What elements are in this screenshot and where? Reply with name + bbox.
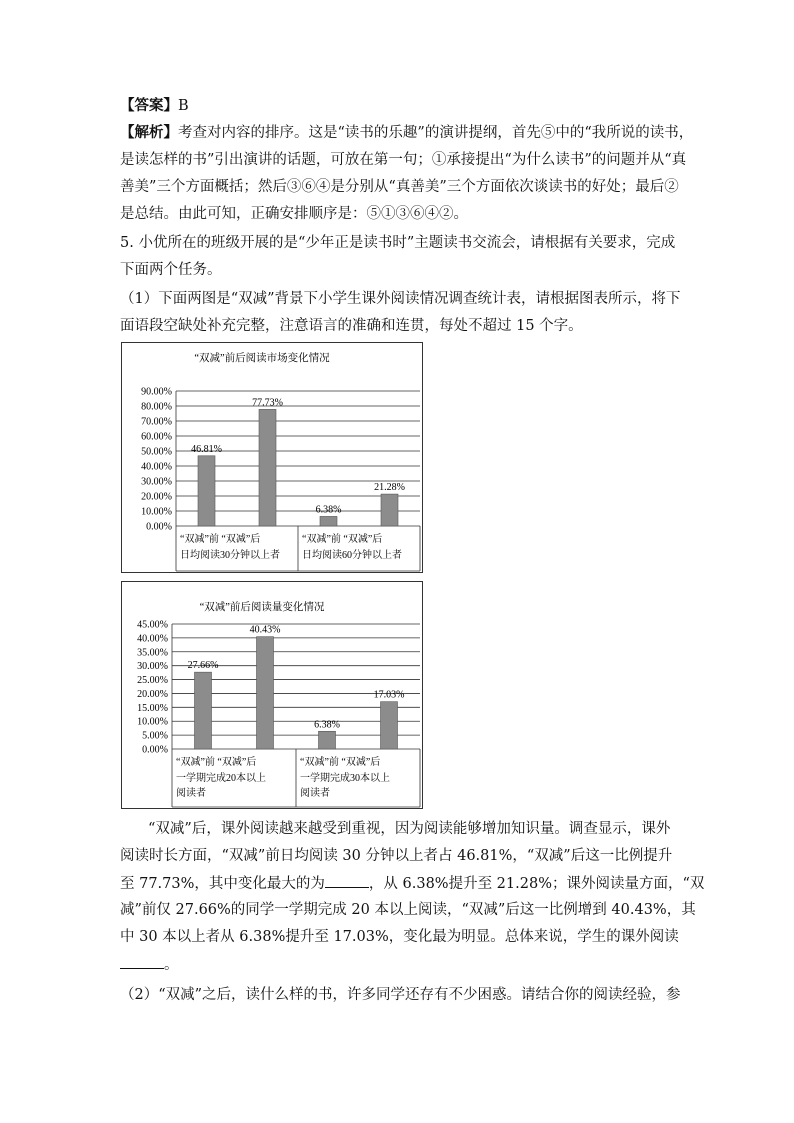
paragraph-line-5: 中 30 本以上者从 6.38%提升至 17.03%，变化最为明显。总体来说，学生的课外阅读 — [120, 929, 679, 945]
y-tick-label: 5.00% — [142, 730, 168, 742]
y-tick-label: 70.00% — [141, 416, 172, 428]
answer-blank-1[interactable] — [325, 873, 369, 888]
paragraph-line-3: 至 77.73%，其中变化最大的为 ，从 6.38%提升至 21.28%；课外阅读量方面，“双 — [120, 873, 704, 894]
data-label: 46.81% — [191, 443, 222, 455]
answer-blank-2[interactable] — [120, 954, 164, 969]
y-tick-label: 45.00% — [137, 619, 168, 631]
chart-reading-time-svg — [122, 343, 422, 572]
data-label: 17.03% — [373, 689, 405, 701]
y-tick-label: 10.00% — [141, 506, 172, 518]
data-label: 6.38% — [315, 504, 342, 516]
group-label: 一学期完成30本以上 — [300, 773, 390, 784]
y-tick-label: 60.00% — [141, 431, 172, 443]
data-label: 77.73% — [252, 397, 283, 409]
analysis-line-1: 【解析】考查对内容的排序。这是“读书的乐趣”的演讲提纲，首先⑤中的“我所说的读书， — [120, 124, 694, 141]
group-label: 一学期完成20本以上 — [176, 773, 266, 784]
group-label: 日均阅读60分钟以上者 — [302, 550, 402, 561]
analysis-label: 【解析】 — [120, 124, 178, 141]
y-tick-label: 35.00% — [137, 647, 168, 659]
y-tick-label: 80.00% — [141, 401, 172, 413]
y-tick-label: 10.00% — [137, 716, 168, 728]
y-tick-label: 50.00% — [141, 446, 172, 458]
chart-title: “双减”前后阅读量变化情况 — [199, 602, 325, 613]
data-label: 40.43% — [249, 624, 281, 636]
answer-line — [120, 96, 189, 116]
group-label: 阅读者 — [176, 788, 206, 799]
y-tick-label: 0.00% — [146, 521, 172, 533]
data-label: 27.66% — [187, 660, 219, 672]
category-tick-label: “双减”前 “双减”后 — [302, 534, 383, 545]
category-tick-label: “双减”前 “双减”后 — [176, 757, 257, 768]
y-tick-label: 40.00% — [141, 461, 172, 473]
paragraph-line-2: 阅读时长方面，“双减”前日均阅读 30 分钟以上者占 46.81%，“双减”后这一比例提升 — [120, 848, 673, 864]
bar — [259, 409, 276, 526]
bar — [320, 516, 337, 526]
group-label: 日均阅读30分钟以上者 — [180, 550, 280, 561]
chart-reading-time — [121, 342, 423, 573]
question5-line-1: 5. 小优所在的班级开展的是“少年正是读书时”主题读书交流会，请根据有关要求，完成 — [120, 235, 676, 251]
analysis-line-2: 是读怎样的书”引出演讲的话题，可放在第一句；①承接提出“为什么读书”的问题并从“真 — [120, 152, 687, 168]
bar — [381, 702, 398, 749]
y-tick-label: 15.00% — [137, 702, 168, 714]
answer-label: 【答案】 — [120, 97, 178, 114]
analysis-line-3: 善美”三个方面概括；然后③⑥④是分别从“真善美”三个方面依次谈读书的好处；最后② — [120, 179, 679, 195]
category-tick-label: “双减”前 “双减”后 — [300, 757, 381, 768]
bar — [381, 494, 398, 526]
category-tick-label: “双减”前 “双减”后 — [180, 534, 261, 545]
bar — [319, 731, 336, 749]
task1-line-1: （1）下面两图是“双减”背景下小学生课外阅读情况调查统计表，请根据图表所示，将下 — [120, 291, 681, 307]
y-tick-label: 30.00% — [141, 476, 172, 488]
y-tick-label: 25.00% — [137, 675, 168, 687]
paragraph-line-6: 。 — [120, 954, 179, 975]
task1-line-2: 面语段空缺处补充完整，注意语言的准确和连贯，每处不超过 15 个字。 — [120, 318, 583, 334]
bar — [195, 672, 212, 749]
data-label: 6.38% — [314, 719, 340, 731]
group-label: 阅读者 — [300, 788, 330, 799]
paragraph-line-4: 减”前仅 27.66%的同学一学期完成 20 本以上阅读，“双减”后这一比例增到 40.43%，其 — [120, 902, 696, 918]
y-tick-label: 20.00% — [137, 688, 168, 700]
y-tick-label: 40.00% — [137, 633, 168, 645]
task2-line: （2）“双减”之后，读什么样的书，许多同学还存有不少困惑。请结合你的阅读经验，参 — [120, 987, 681, 1003]
answer-value: B — [178, 98, 189, 114]
chart-title: “双减”前后阅读市场变化情况 — [194, 353, 330, 364]
data-label: 21.28% — [374, 482, 405, 494]
y-tick-label: 20.00% — [141, 491, 172, 503]
chart-reading-volume — [121, 581, 423, 809]
analysis-line-4: 是总结。由此可知，正确安排顺序是：⑤①③⑥④②。 — [120, 206, 468, 222]
bar — [198, 456, 215, 526]
y-tick-label: 90.00% — [141, 386, 172, 398]
bar — [257, 637, 274, 749]
paragraph-line-1: “双减”后，课外阅读越来越受到重视，因为阅读能够增加知识量。调查显示，课外 — [148, 821, 671, 837]
y-tick-label: 30.00% — [137, 661, 168, 673]
chart-reading-volume-svg — [122, 582, 422, 808]
question5-line-2: 下面两个任务。 — [120, 262, 222, 278]
y-tick-label: 0.00% — [142, 744, 168, 756]
